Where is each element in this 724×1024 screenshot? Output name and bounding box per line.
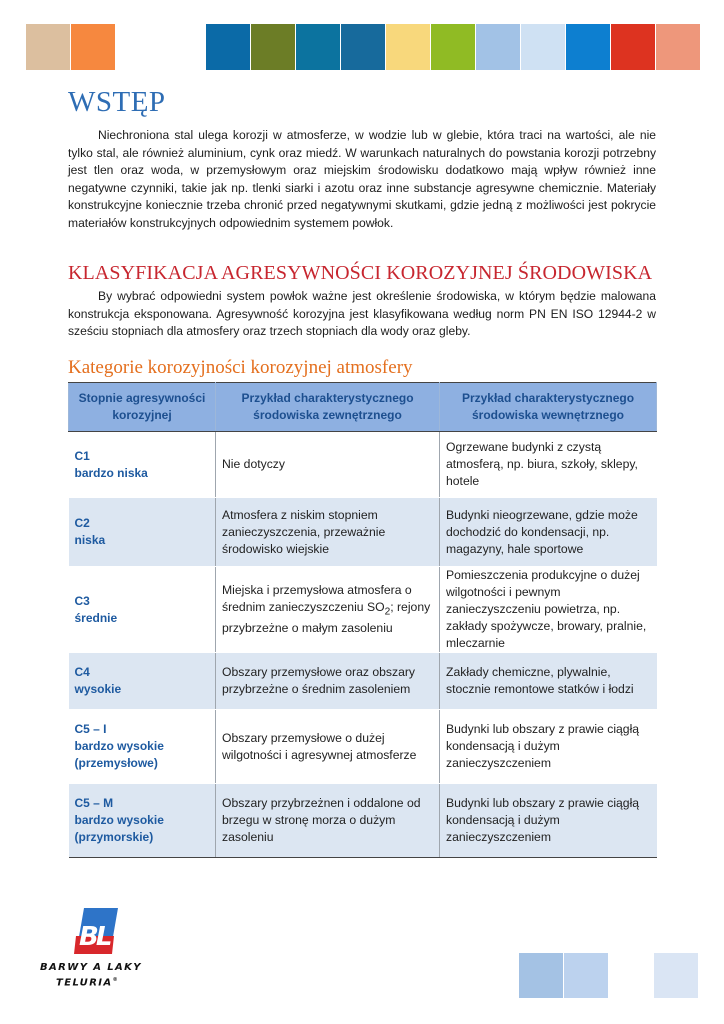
classification-paragraph: By wybrać odpowiedni system powłok ważne jest określenie środowiska, w którym będzie malowana konstrukcja eksponowana. Agresywność korozyjna jest klasyfikowana według norm PN EN ISO 12944-2 w sześciu stopniach dla atmosfery oraz trzech stopniach dla wody oraz gleby.	[68, 289, 656, 339]
level-cell	[69, 498, 216, 567]
outdoor-cell: Nie dotyczy	[216, 432, 440, 498]
level-description: bardzo wysokie	[74, 739, 164, 753]
level-code: C3	[74, 593, 90, 608]
footer-swatch-2	[564, 953, 608, 998]
table-row-c1	[69, 432, 657, 498]
level-cell	[69, 710, 216, 784]
level-cell	[69, 784, 216, 858]
level-description: wysokie	[74, 682, 122, 696]
swatch-orange	[71, 24, 115, 70]
swatch-red	[611, 24, 655, 70]
swatch-light-blue	[476, 24, 520, 70]
table-row-c5-i	[69, 710, 657, 784]
level-cell	[69, 432, 216, 498]
table-row-c4	[69, 653, 657, 710]
level-description: bardzo niska	[74, 465, 148, 480]
outdoor-text-cont: ; rejony przybrzeżne o małym zasoleniu	[222, 599, 431, 636]
level-note: (przemysłowe)	[74, 756, 158, 770]
level-description: niska	[74, 533, 106, 547]
indoor-cell: Budynki nieogrzewane, gdzie może dochodzić do kondensacji, np. magazyny, hale sportowe	[440, 498, 657, 567]
level-description: bardzo wysokie	[74, 813, 164, 827]
outdoor-cell: Atmosfera z niskim stopniem zanieczyszczenia, przeważnie środowisko wiejskie	[216, 498, 440, 567]
swatch-pale-blue	[521, 24, 565, 70]
classification-heading: KLASYFIKACJA AGRESYWNOŚCI KOROZYJNEJ ŚRODOWISKA	[68, 262, 653, 284]
level-note: (przymorskie)	[74, 830, 154, 844]
level-cell	[69, 567, 216, 653]
intro-heading: WSTĘP	[68, 86, 166, 118]
level-description: średnie	[74, 610, 118, 625]
swatch-yellow	[386, 24, 430, 70]
registered-mark: ®	[112, 977, 118, 983]
swatch-blue-1	[206, 24, 250, 70]
corrosivity-table	[68, 382, 657, 858]
outdoor-cell: Obszary przybrzeżnen i oddalone od brzegu w stronę morza o dużym zasoleniu	[216, 784, 440, 858]
subscript-2: 2	[384, 606, 391, 618]
indoor-cell: Budynki lub obszary z prawie ciągłą kondensacją i dużym zanieczyszczeniem	[440, 710, 657, 784]
indoor-cell: Ogrzewane budynki z czystą atmosferą, np. biura, szkoły, sklepy, hotele	[440, 432, 657, 498]
brand-line-2	[56, 977, 146, 988]
table-row-c3	[69, 567, 657, 653]
categories-heading: Kategorie korozyjności korozyjnej atmosfery	[68, 357, 413, 378]
brand-name: TELURIA	[56, 977, 113, 989]
brand-line-1: BARWY A LAKY	[40, 962, 142, 973]
table-row-c2	[69, 498, 657, 567]
outdoor-text: Miejska i przemysłowa atmosfera o średnim zanieczyszczeniu SO	[222, 582, 412, 614]
header-color-bar	[0, 24, 724, 70]
footer-swatch-3	[654, 953, 698, 998]
level-code: C5 – M	[74, 796, 114, 810]
indoor-cell: Pomieszczenia produkcyjne o dużej wilgotności i pewnym zanieczyszczeniu powietrza, np. zakłady spożywcze, browary, pralnie, mleczarnie	[440, 567, 657, 653]
swatch-sand	[26, 24, 70, 70]
level-code: C2	[74, 516, 90, 530]
table-header-row	[69, 383, 657, 432]
outdoor-cell: Obszary przemysłowe o dużej wilgotności i agresywnej atmosferze	[216, 710, 440, 784]
swatch-salmon	[656, 24, 700, 70]
indoor-cell: Zakłady chemiczne, plywalnie, stocznie remontowe statków i łodzi	[440, 653, 657, 710]
swatch-bright-blue	[566, 24, 610, 70]
footer-swatch-1	[519, 953, 563, 998]
level-code: C4	[74, 665, 90, 679]
swatch-teal	[296, 24, 340, 70]
swatch-green	[431, 24, 475, 70]
column-header-outdoor: Przykład charakterystycznego środowiska zewnętrznego	[216, 383, 440, 432]
outdoor-cell	[216, 567, 440, 653]
company-logo	[38, 900, 142, 990]
bl-logo-icon	[70, 906, 120, 956]
svg-text:BL: BL	[79, 922, 110, 952]
swatch-blue-2	[341, 24, 385, 70]
outdoor-cell: Obszary przemysłowe oraz obszary przybrzeżne o średnim zasoleniem	[216, 653, 440, 710]
indoor-cell: Budynki lub obszary z prawie ciągłą kondensacją i dużym zanieczyszczeniem	[440, 784, 657, 858]
level-cell	[69, 653, 216, 710]
table-row-c5-m	[69, 784, 657, 858]
swatch-olive	[251, 24, 295, 70]
level-code: C5 – I	[74, 722, 107, 736]
level-code: C1	[74, 448, 90, 463]
column-header-indoor: Przykład charakterystycznego środowiska wewnętrznego	[440, 383, 657, 432]
intro-paragraph: Niechroniona stal ulega korozji w atmosferze, w wodzie lub w glebie, która traci na wartości, ale nie tylko stal, ale również aluminium, cynk oraz miedź. W warunkach naturalnych do powstania korozji potrzebny jest tlen oraz woda, w przemysłowym oraz miejskim środowisku dodatkowo mają wpływ również inne negatywne czynniki, takie jak np. tlenki siarki i azotu oraz inne substancje agresywne chemicznie. Materiały konstrukcyjne koniecznie trzeba chronić przed negatywnymi skutkami, gdzie jedną z możliwości jest pokrycie materiałów konstrukcyjnych odpowiednim systemem powłok.	[68, 128, 656, 230]
column-header-level: Stopnie agresywności korozyjnej	[69, 383, 216, 432]
